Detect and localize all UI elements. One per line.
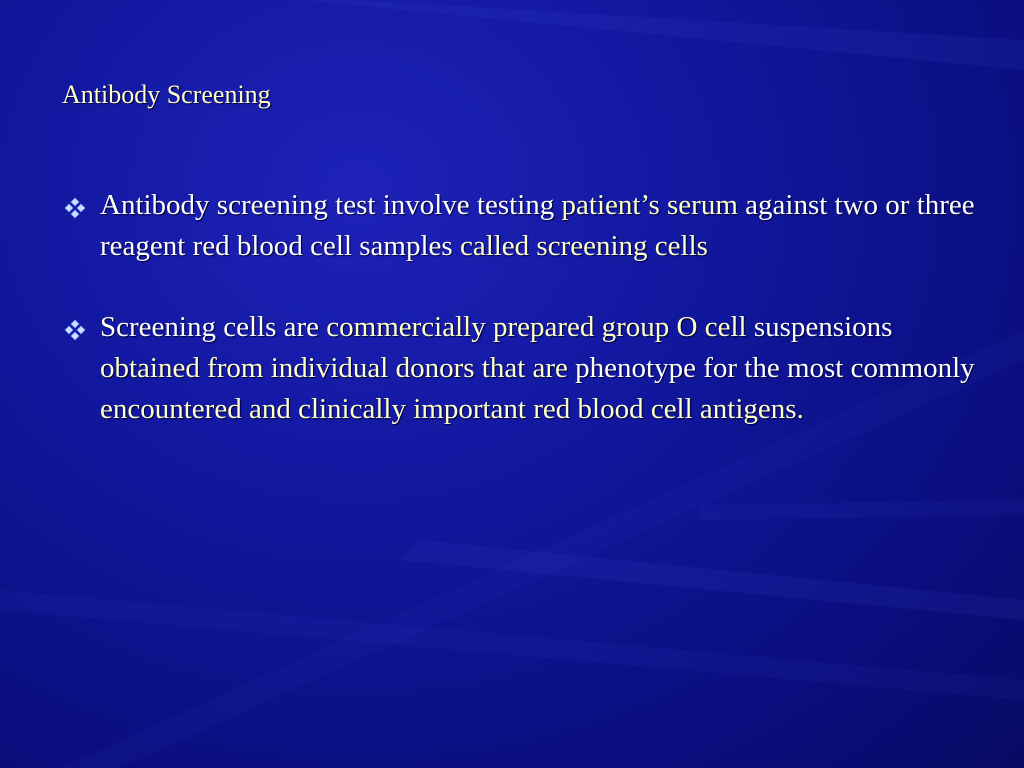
bullet-2-highlight-1: commercially prepared group O cell [326,311,747,343]
bullet-1-highlight-2: called screening cells [459,230,708,262]
bullet-2-segment-2: suspensions [746,311,893,343]
four-diamond-bullet-icon [64,319,86,341]
bullet-1-highlight-1: patient’s serum [561,189,738,221]
bullet-list [62,185,982,470]
bullet-2-highlight-3: encountered and clinically important red blood cell antigens. [100,393,804,425]
bullet-1-text [100,189,975,262]
bullet-2-text [100,311,975,425]
slide-title: Antibody Screening [62,80,271,109]
bullet-2-highlight-2: obtained from individual donors that are [100,352,568,384]
bullet-2-segment-1: Screening cells are [100,311,327,343]
bullet-item [62,307,982,430]
bullet-item [62,185,982,267]
four-diamond-bullet-icon [64,197,86,219]
bullet-1-segment-1: Antibody screening test involve testing [100,189,562,221]
bullet-1-segment-2: against two or three reagent red blood cell samples [100,189,975,262]
bullet-2-segment-3: phenotype for the most commonly [567,352,975,384]
